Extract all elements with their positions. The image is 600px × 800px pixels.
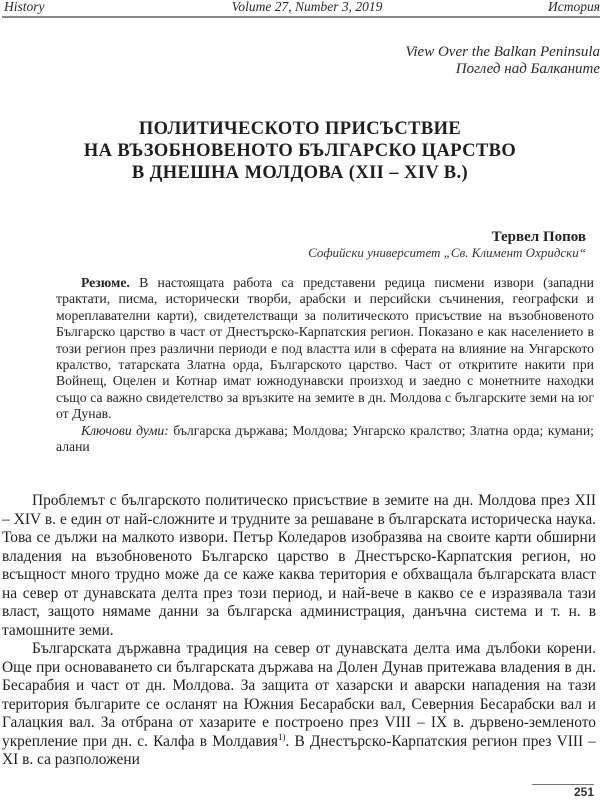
title-line-2: НА ВЪЗОБНОВЕНОТО БЪЛГАРСКО ЦАРСТВО bbox=[83, 141, 517, 161]
footnote-reference[interactable]: 1) bbox=[277, 731, 286, 742]
running-header bbox=[2, 0, 600, 17]
body-paragraph-2-tail: . В Днестърско-Карпатския регион през VIII – XI в. са разположени bbox=[2, 732, 596, 768]
keywords-label: Ключови думи: bbox=[81, 422, 169, 438]
body-paragraph-2 bbox=[2, 640, 596, 770]
body-paragraph-2-text: Българската държавна традиция на север от дунавската делта има дълбоки корени. Още при основаването си българската държава на Долен Дунав притежава владения в дн. Бесарабия и част от дн. Молдова. За защита от хазарски и аварски нападения на тази територия българите се осланят на Южния Бесарабски вал, Северния Бесарабски вал и Галацкия вал. За отбрана от хазарите е построено през VIII – IX в. дървено-земленото укрепление при дн. с. Калфа в Молдавия bbox=[2, 640, 596, 750]
abstract-paragraph bbox=[56, 275, 594, 423]
article-body bbox=[2, 492, 596, 770]
journal-section-bg: История bbox=[547, 0, 600, 14]
header-rule bbox=[2, 16, 600, 18]
abstract-label: Резюме. bbox=[81, 275, 130, 290]
page-number: 251 bbox=[573, 785, 594, 799]
journal-section-en: History bbox=[4, 0, 45, 14]
keywords-text: българска държава; Молдова; Унгарско кралство; Златна орда; кумани; алани bbox=[56, 422, 594, 455]
abstract bbox=[56, 275, 594, 455]
title-line-3: В ДНЕШНА МОЛДОВА (XII – XIV В.) bbox=[131, 163, 469, 183]
volume-issue: Volume 27, Number 3, 2019 bbox=[231, 0, 383, 14]
abstract-text: В настоящата работа са представени редица писмени извори (западни трактати, писма, исторически творби, арабски и персийски съчинения, географски и мореплавателни карти), свидетелстващи за политическото присъствие на възобновеното Българско царство в част от Днестърско-Карпатския регион. Показано е как населението в този регион през различни периоди е под властта или в сферата на влияние на Унгарското кралство, татарската Златна орда, Българското царство. Част от откритите накити при Войнещ, Оцелен и Котнар имат южнодунавски произход и заедно с монетните находки също са важно свидетелство за връзките на земите в дн. Молдова с българските земи на юг от Дунав. bbox=[56, 275, 594, 422]
section-label-en: View Over the Balkan Peninsula bbox=[405, 44, 600, 60]
author-affiliation: Софийски университет „Св. Климент Охридски“ bbox=[308, 245, 586, 260]
body-paragraph-1: Проблемът с българското политическо присъствие в земите на дн. Молдова през XII – XIV в. е един от най-сложните и трудните за решаване в българската историческа наука. Това се дължи на малкото извори. Петър Коледаров изобразява на своите карти обширни владения на възобновеното Българско царство в Днестърско-Карпатския регион, но всъщност много трудно може да се каже каква територия е обхващала българската власт на север от дунавската делта през този период, и най-вече в какво се е изразявала тази власт, защото нямаме данни за българска администрация, данъчна система и т. н. в тамошните земи. bbox=[2, 492, 596, 639]
section-label bbox=[405, 44, 600, 78]
title-line-1: ПОЛИТИЧЕСКОТО ПРИСЪСТВИЕ bbox=[138, 119, 462, 139]
keywords-paragraph bbox=[56, 423, 594, 456]
author-name: Тервел Попов bbox=[491, 229, 586, 245]
article-title bbox=[0, 118, 600, 184]
section-label-bg: Поглед над Балканите bbox=[455, 61, 600, 77]
